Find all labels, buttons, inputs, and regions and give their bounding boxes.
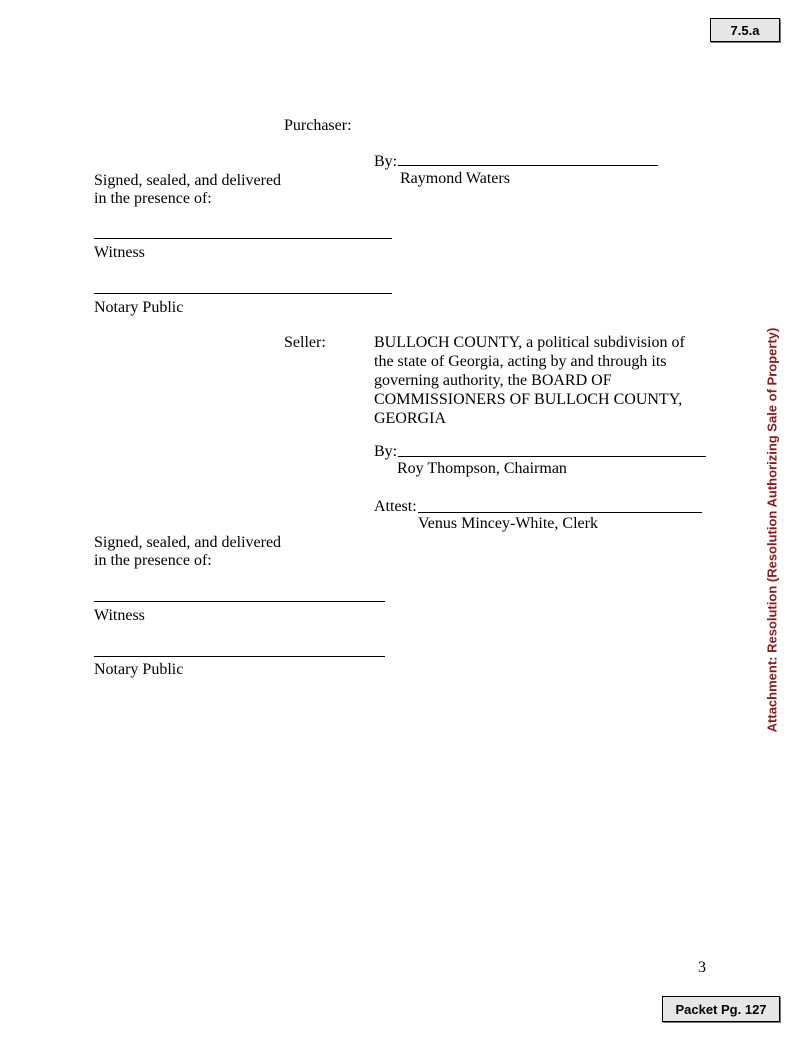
- presence-text-2: in the presence of:: [94, 552, 212, 569]
- witness-label-2: Witness: [94, 607, 145, 624]
- attest-label: Attest:: [374, 498, 417, 515]
- signed-sealed-text-2: Signed, sealed, and delivered: [94, 534, 282, 551]
- purchaser-name: Raymond Waters: [400, 170, 510, 187]
- seller-description-line: BULLOCH COUNTY, a political subdivision of: [374, 334, 685, 351]
- signed-sealed-text-1: Signed, sealed, and delivered: [94, 172, 282, 189]
- seller-by-signature-line: [398, 456, 706, 457]
- seller-description-line: the state of Georgia, acting by and through its: [374, 353, 667, 370]
- witness-label-1: Witness: [94, 244, 145, 261]
- purchaser-by-label: By:: [374, 153, 398, 170]
- purchaser-signature-line: [398, 165, 658, 166]
- page-number: 3: [698, 959, 706, 976]
- notary-label-2: Notary Public: [94, 661, 184, 678]
- seller-by-name: Roy Thompson, Chairman: [397, 460, 567, 477]
- presence-text-1: in the presence of:: [94, 190, 212, 207]
- seller-description-line: governing authority, the BOARD OF: [374, 372, 612, 389]
- section-badge: 7.5.a: [710, 18, 780, 42]
- attest-signature-line: [418, 512, 702, 513]
- purchaser-label: Purchaser:: [284, 117, 352, 134]
- seller-by-label: By:: [374, 443, 398, 460]
- seller-description-line: COMMISSIONERS OF BULLOCH COUNTY,: [374, 391, 683, 408]
- seller-description: [374, 333, 685, 428]
- notary-label-1: Notary Public: [94, 299, 184, 316]
- witness-signature-line-1: [94, 238, 392, 239]
- attachment-sidebar-text: Attachment: Resolution (Resolution Authorizing Sale of Property): [764, 327, 780, 733]
- notary-signature-line-2: [94, 656, 385, 657]
- attest-name: Venus Mincey-White, Clerk: [418, 515, 598, 532]
- seller-label: Seller:: [284, 334, 326, 351]
- seller-description-line: GEORGIA: [374, 410, 446, 427]
- notary-signature-line-1: [94, 293, 392, 294]
- witness-signature-line-2: [94, 601, 385, 602]
- packet-page-badge: Packet Pg. 127: [662, 996, 780, 1022]
